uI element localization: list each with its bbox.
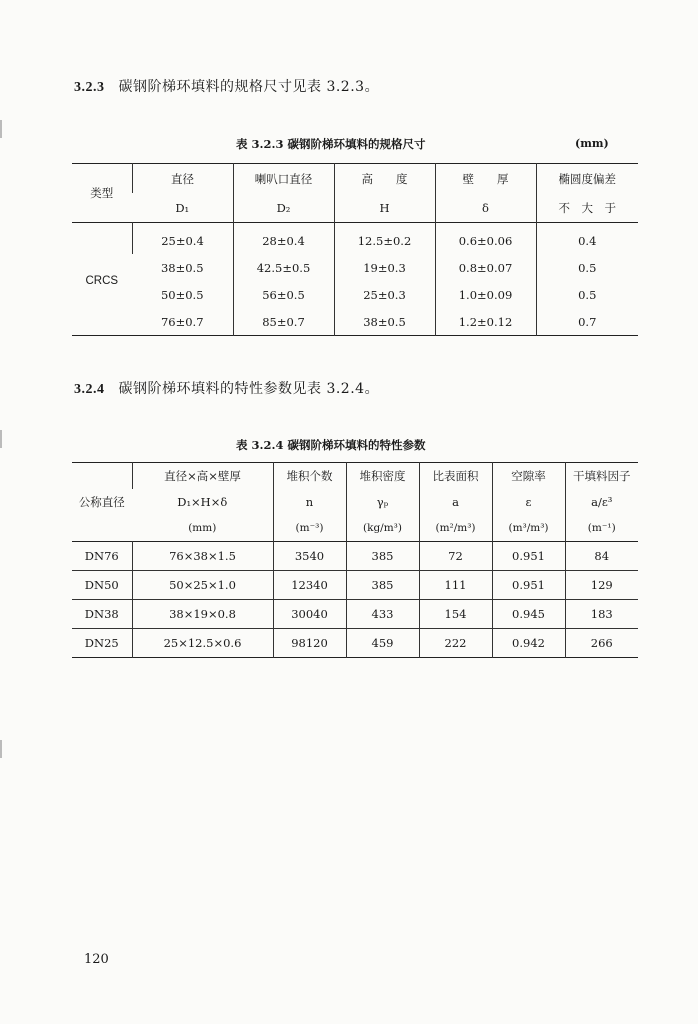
table-row	[72, 281, 638, 308]
header-type: 类型	[90, 186, 114, 200]
section-text: 碳钢阶梯环填料的规格尺寸见表 3.2.3。	[118, 79, 380, 95]
table-caption: 表 3.2.4 碳钢阶梯环填料的特性参数	[236, 438, 426, 452]
table-cell: 1.0±0.09	[435, 281, 536, 308]
header-symbol: 不 大 于	[536, 193, 638, 223]
table-cell: 50×25×1.0	[132, 571, 273, 600]
table-cell: 42.5±0.5	[233, 254, 334, 281]
section-heading-3-2-4	[74, 378, 379, 398]
section-number: 3.2.3	[74, 80, 105, 95]
header-cell: 直径×高×壁厚	[132, 463, 273, 490]
table-cell: 72	[419, 542, 492, 571]
table-cell: 25±0.4	[132, 223, 233, 255]
header-unit: (m⁻¹)	[565, 515, 638, 542]
table-caption: 表 3.2.3 碳钢阶梯环填料的规格尺寸	[236, 137, 426, 151]
table-cell: 28±0.4	[233, 223, 334, 255]
table-cell: 183	[565, 600, 638, 629]
header-unit: (m²/m³)	[419, 515, 492, 542]
table-cell: 0.8±0.07	[435, 254, 536, 281]
header-symbol: a	[419, 489, 492, 515]
table-cell: 222	[419, 629, 492, 658]
table-cell: 56±0.5	[233, 281, 334, 308]
table-cell: 0.5	[536, 281, 638, 308]
header-cell: 比表面积	[419, 463, 492, 490]
header-symbol: δ	[435, 193, 536, 223]
header-unit: (m⁻³)	[273, 515, 346, 542]
header-cell: 椭圆度偏差	[536, 164, 638, 194]
table-row	[72, 600, 638, 629]
table-cell: 85±0.7	[233, 308, 334, 336]
table-row	[72, 542, 638, 571]
section-number: 3.2.4	[74, 382, 105, 397]
header-unit: (kg/m³)	[346, 515, 419, 542]
header-symbol: D₂	[233, 193, 334, 223]
table-cell: 25±0.3	[334, 281, 435, 308]
header-cell: 空隙率	[492, 463, 565, 490]
header-symbol: a/ε³	[565, 489, 638, 515]
table-row	[72, 254, 638, 281]
table-cell: DN76	[72, 542, 132, 571]
header-nominal-diameter: 公称直径	[78, 495, 125, 509]
header-cell: 喇叭口直径	[233, 164, 334, 194]
table-row	[72, 629, 638, 658]
header-unit: (m³/m³)	[492, 515, 565, 542]
table-cell: 50±0.5	[160, 287, 204, 302]
table-cell: 266	[565, 629, 638, 658]
table-cell: DN38	[72, 600, 132, 629]
table-cell: 19±0.3	[334, 254, 435, 281]
header-cell: 堆积个数	[273, 463, 346, 490]
table-cell: DN50	[72, 571, 132, 600]
table-cell: 12340	[273, 571, 346, 600]
page-number: 120	[84, 952, 109, 967]
header-symbol: H	[334, 193, 435, 223]
table-cell: 38±0.5	[160, 260, 204, 275]
table-cell: 111	[419, 571, 492, 600]
table-cell: 0.5	[536, 254, 638, 281]
table-cell: 433	[346, 600, 419, 629]
table-cell: 76±0.7	[160, 314, 204, 329]
scan-edge-mark	[0, 740, 2, 758]
table-cell: 84	[565, 542, 638, 571]
header-cell: 壁 厚	[435, 164, 536, 194]
table-cell: DN25	[84, 636, 119, 650]
section-text: 碳钢阶梯环填料的特性参数见表 3.2.4。	[118, 381, 380, 397]
header-symbol: γₚ	[346, 489, 419, 515]
header-symbol: n	[273, 489, 346, 515]
table-row	[72, 223, 638, 255]
header-symbol: ε	[492, 489, 565, 515]
table-cell: 385	[346, 542, 419, 571]
table-unit: (mm)	[575, 137, 609, 150]
table-cell: 385	[346, 571, 419, 600]
table-cell: 76×38×1.5	[132, 542, 273, 571]
characteristics-table	[72, 462, 638, 658]
table-cell: 0.6±0.06	[435, 223, 536, 255]
spec-dimensions-table	[72, 163, 638, 336]
table-cell: 38±0.5	[334, 308, 435, 336]
header-unit: (mm)	[188, 522, 217, 534]
header-cell: 干填料因子	[565, 463, 638, 490]
header-cell: 高 度	[334, 164, 435, 194]
table-row	[72, 571, 638, 600]
table-cell: 0.4	[536, 223, 638, 255]
scan-edge-mark	[0, 120, 2, 138]
section-heading-3-2-3	[74, 76, 379, 96]
table-cell: 0.951	[492, 542, 565, 571]
table-cell: 38×19×0.8	[132, 600, 273, 629]
table-cell: 30040	[273, 600, 346, 629]
table-cell: 129	[565, 571, 638, 600]
header-cell: 直径	[132, 164, 233, 194]
table-row	[72, 308, 638, 336]
table-cell: 0.7	[536, 308, 638, 336]
header-cell: 堆积密度	[346, 463, 419, 490]
header-symbol: D₁	[175, 200, 190, 215]
scan-edge-mark	[0, 430, 2, 448]
table-cell: 0.951	[492, 571, 565, 600]
table-cell: 1.2±0.12	[435, 308, 536, 336]
type-label: CRCS	[85, 275, 119, 287]
table-cell: 0.945	[492, 600, 565, 629]
table-cell: 12.5±0.2	[334, 223, 435, 255]
table-cell: 98120	[273, 629, 346, 658]
table-cell: 459	[346, 629, 419, 658]
table-cell: 0.942	[492, 629, 565, 658]
header-symbol: D₁×H×δ	[177, 495, 228, 509]
table-cell: 154	[419, 600, 492, 629]
table-cell: 3540	[273, 542, 346, 571]
table-cell: 25×12.5×0.6	[132, 629, 273, 658]
